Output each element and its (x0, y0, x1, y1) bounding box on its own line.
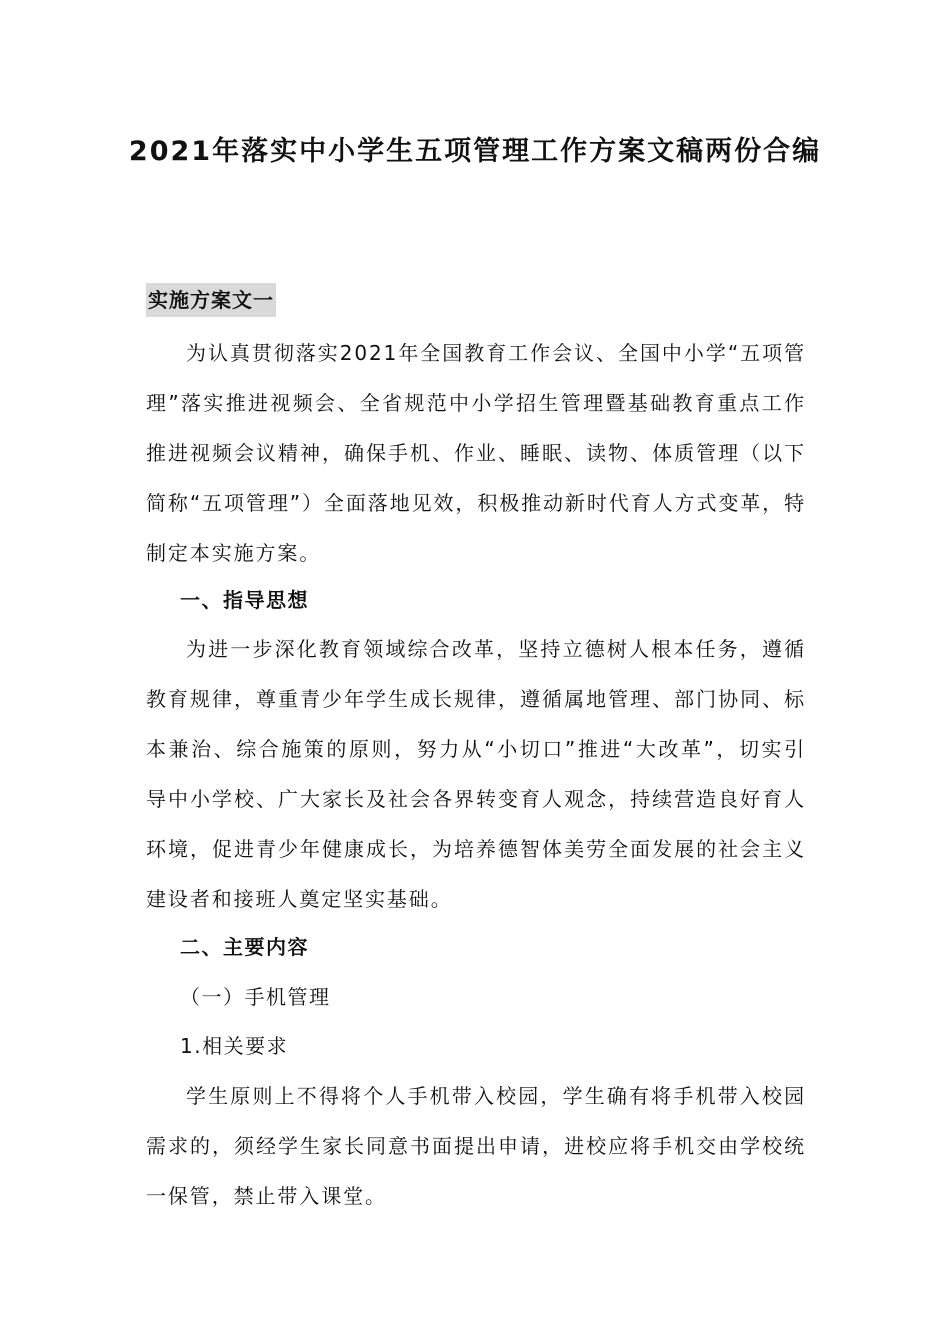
heading-guiding-ideology: 一、指导思想 (180, 588, 309, 612)
requirements-paragraph: 学生原则上不得将个人手机带入校园，学生确有将手机带入校园需求的，须经学生家长同意书面提出申请，进校应将手机交由学校统一保管，禁止带入课堂。 (146, 1084, 806, 1208)
subheading-requirements: 1.相关要求 (180, 1034, 289, 1058)
intro-paragraph: 为认真贯彻落实2021年全国教育工作会议、全国中小学“五项管理”落实推进视频会、全省规范中小学招生管理暨基础教育重点工作推进视频会议精神，确保手机、作业、睡眠、读物、体质管理（以下简称“五项管理”）全面落地见效，积极推动新时代育人方式变革，特制定本实施方案。 (146, 341, 806, 565)
section-label: 实施方案文一 (146, 283, 276, 317)
guiding-ideology-paragraph: 为进一步深化教育领域综合改革，坚持立德树人根本任务，遵循教育规律，尊重青少年学生成长规律，遵循属地管理、部门协同、标本兼治、综合施策的原则，努力从“小切口”推进“大改革”，切实引导中小学校、广大家长及社会各界转变育人观念，持续营造良好育人环境，促进青少年健康成长，为培养德智体美劳全面发展的社会主义建设者和接班人奠定坚实基础。 (146, 637, 806, 911)
subheading-phone-management: （一）手机管理 (180, 985, 331, 1009)
document-title: 2021年落实中小学生五项管理工作方案文稿两份合编 (128, 136, 822, 167)
heading-main-content: 二、主要内容 (180, 935, 309, 959)
